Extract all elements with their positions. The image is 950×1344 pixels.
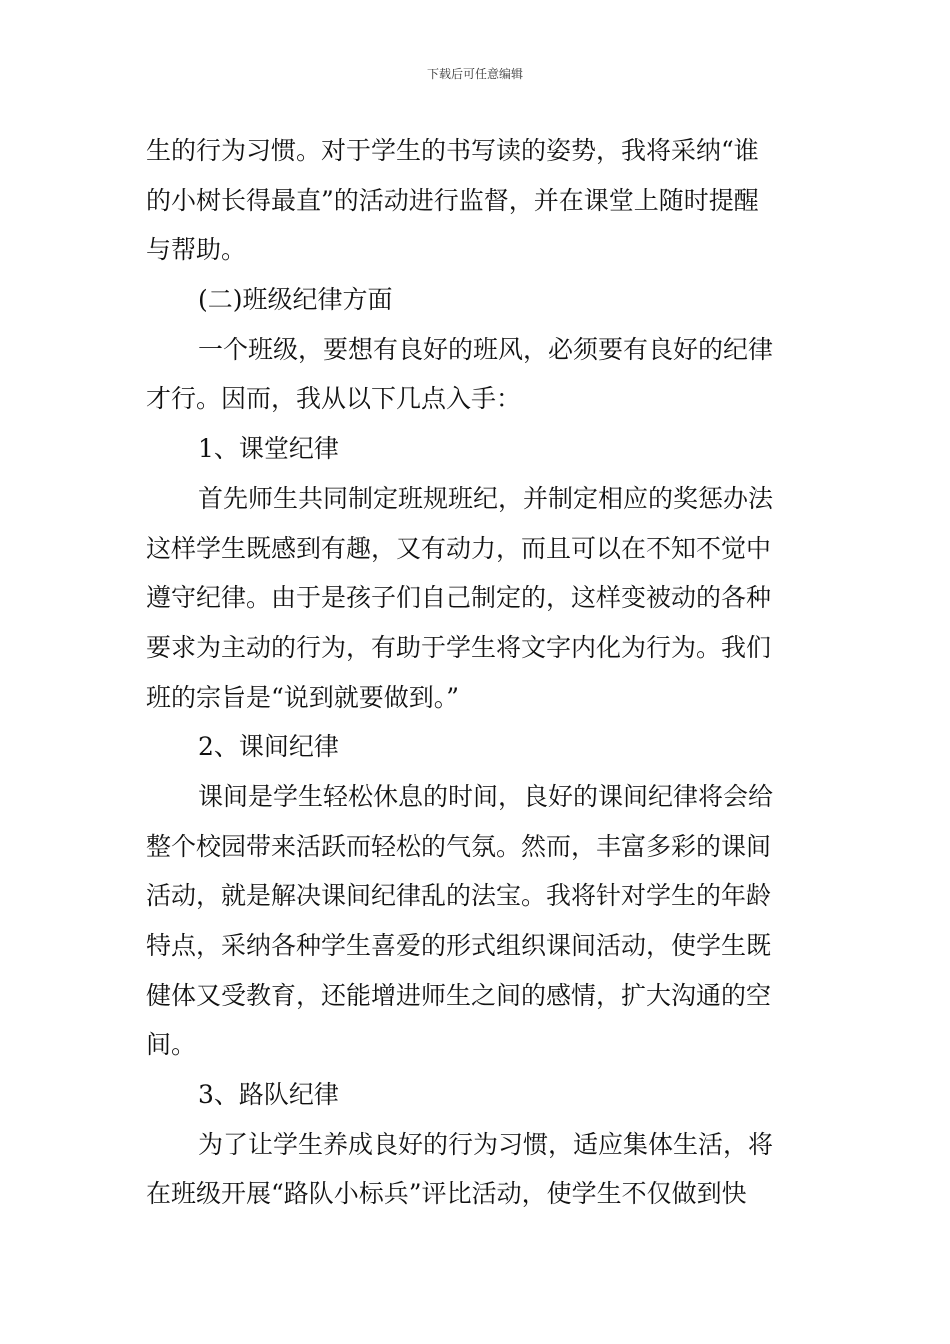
paragraph-first-line: 首先师生共同制定班规班纪，并制定相应的奖惩办法	[198, 483, 774, 513]
text-line: 的小树长得最直”的活动进行监督，并在课堂上随时提醒	[146, 185, 759, 215]
text-line: 间。	[146, 1030, 197, 1060]
subsection-heading: 2、课间纪律	[198, 732, 339, 762]
paragraph-first-line: 课间是学生轻松休息的时间，良好的课间纪律将会给	[198, 781, 774, 811]
subsection-heading: 1、课堂纪律	[198, 434, 339, 464]
paragraph-first-line: 为了让学生养成良好的行为习惯，适应集体生活，将	[198, 1129, 774, 1159]
text-line: 与帮助。	[146, 235, 247, 265]
text-line: 健体又受教育，还能增进师生之间的感情，扩大沟通的空	[146, 980, 772, 1010]
text-line: 才行。因而，我从以下几点入手：	[146, 384, 522, 414]
text-line: 特点，采纳各种学生喜爱的形式组织课间活动，使学生既	[146, 931, 772, 960]
paragraph-first-line: 一个班级，要想有良好的班风，必须要有良好的纪律	[198, 334, 774, 364]
subsection-heading: 3、路队纪律	[198, 1080, 339, 1110]
text-line: 整个校园带来活跃而轻松的气氛。然而，丰富多彩的课间	[146, 831, 772, 861]
text-line: 生的行为习惯。对于学生的书写读的姿势，我将采纳“谁	[146, 136, 759, 165]
text-line: 活动，就是解决课间纪律乱的法宝。我将针对学生的年龄	[146, 881, 772, 911]
text-line: 遵守纪律。由于是孩子们自己制定的，这样变被动的各种	[146, 583, 772, 613]
text-line: 要求为主动的行为，有助于学生将文字内化为行为。我们	[146, 632, 772, 662]
text-line: 这样学生既感到有趣，又有动力，而且可以在不知不觉中	[146, 533, 772, 563]
page-header-note: 下载后可任意编辑	[426, 67, 523, 81]
text-line: 班的宗旨是“说到就要做到。”	[146, 682, 460, 712]
text-line: 在班级开展“路队小标兵”评比活动，使学生不仅做到快	[146, 1179, 747, 1209]
document-body	[146, 126, 810, 1219]
section-heading: (二)班级纪律方面	[198, 285, 393, 315]
